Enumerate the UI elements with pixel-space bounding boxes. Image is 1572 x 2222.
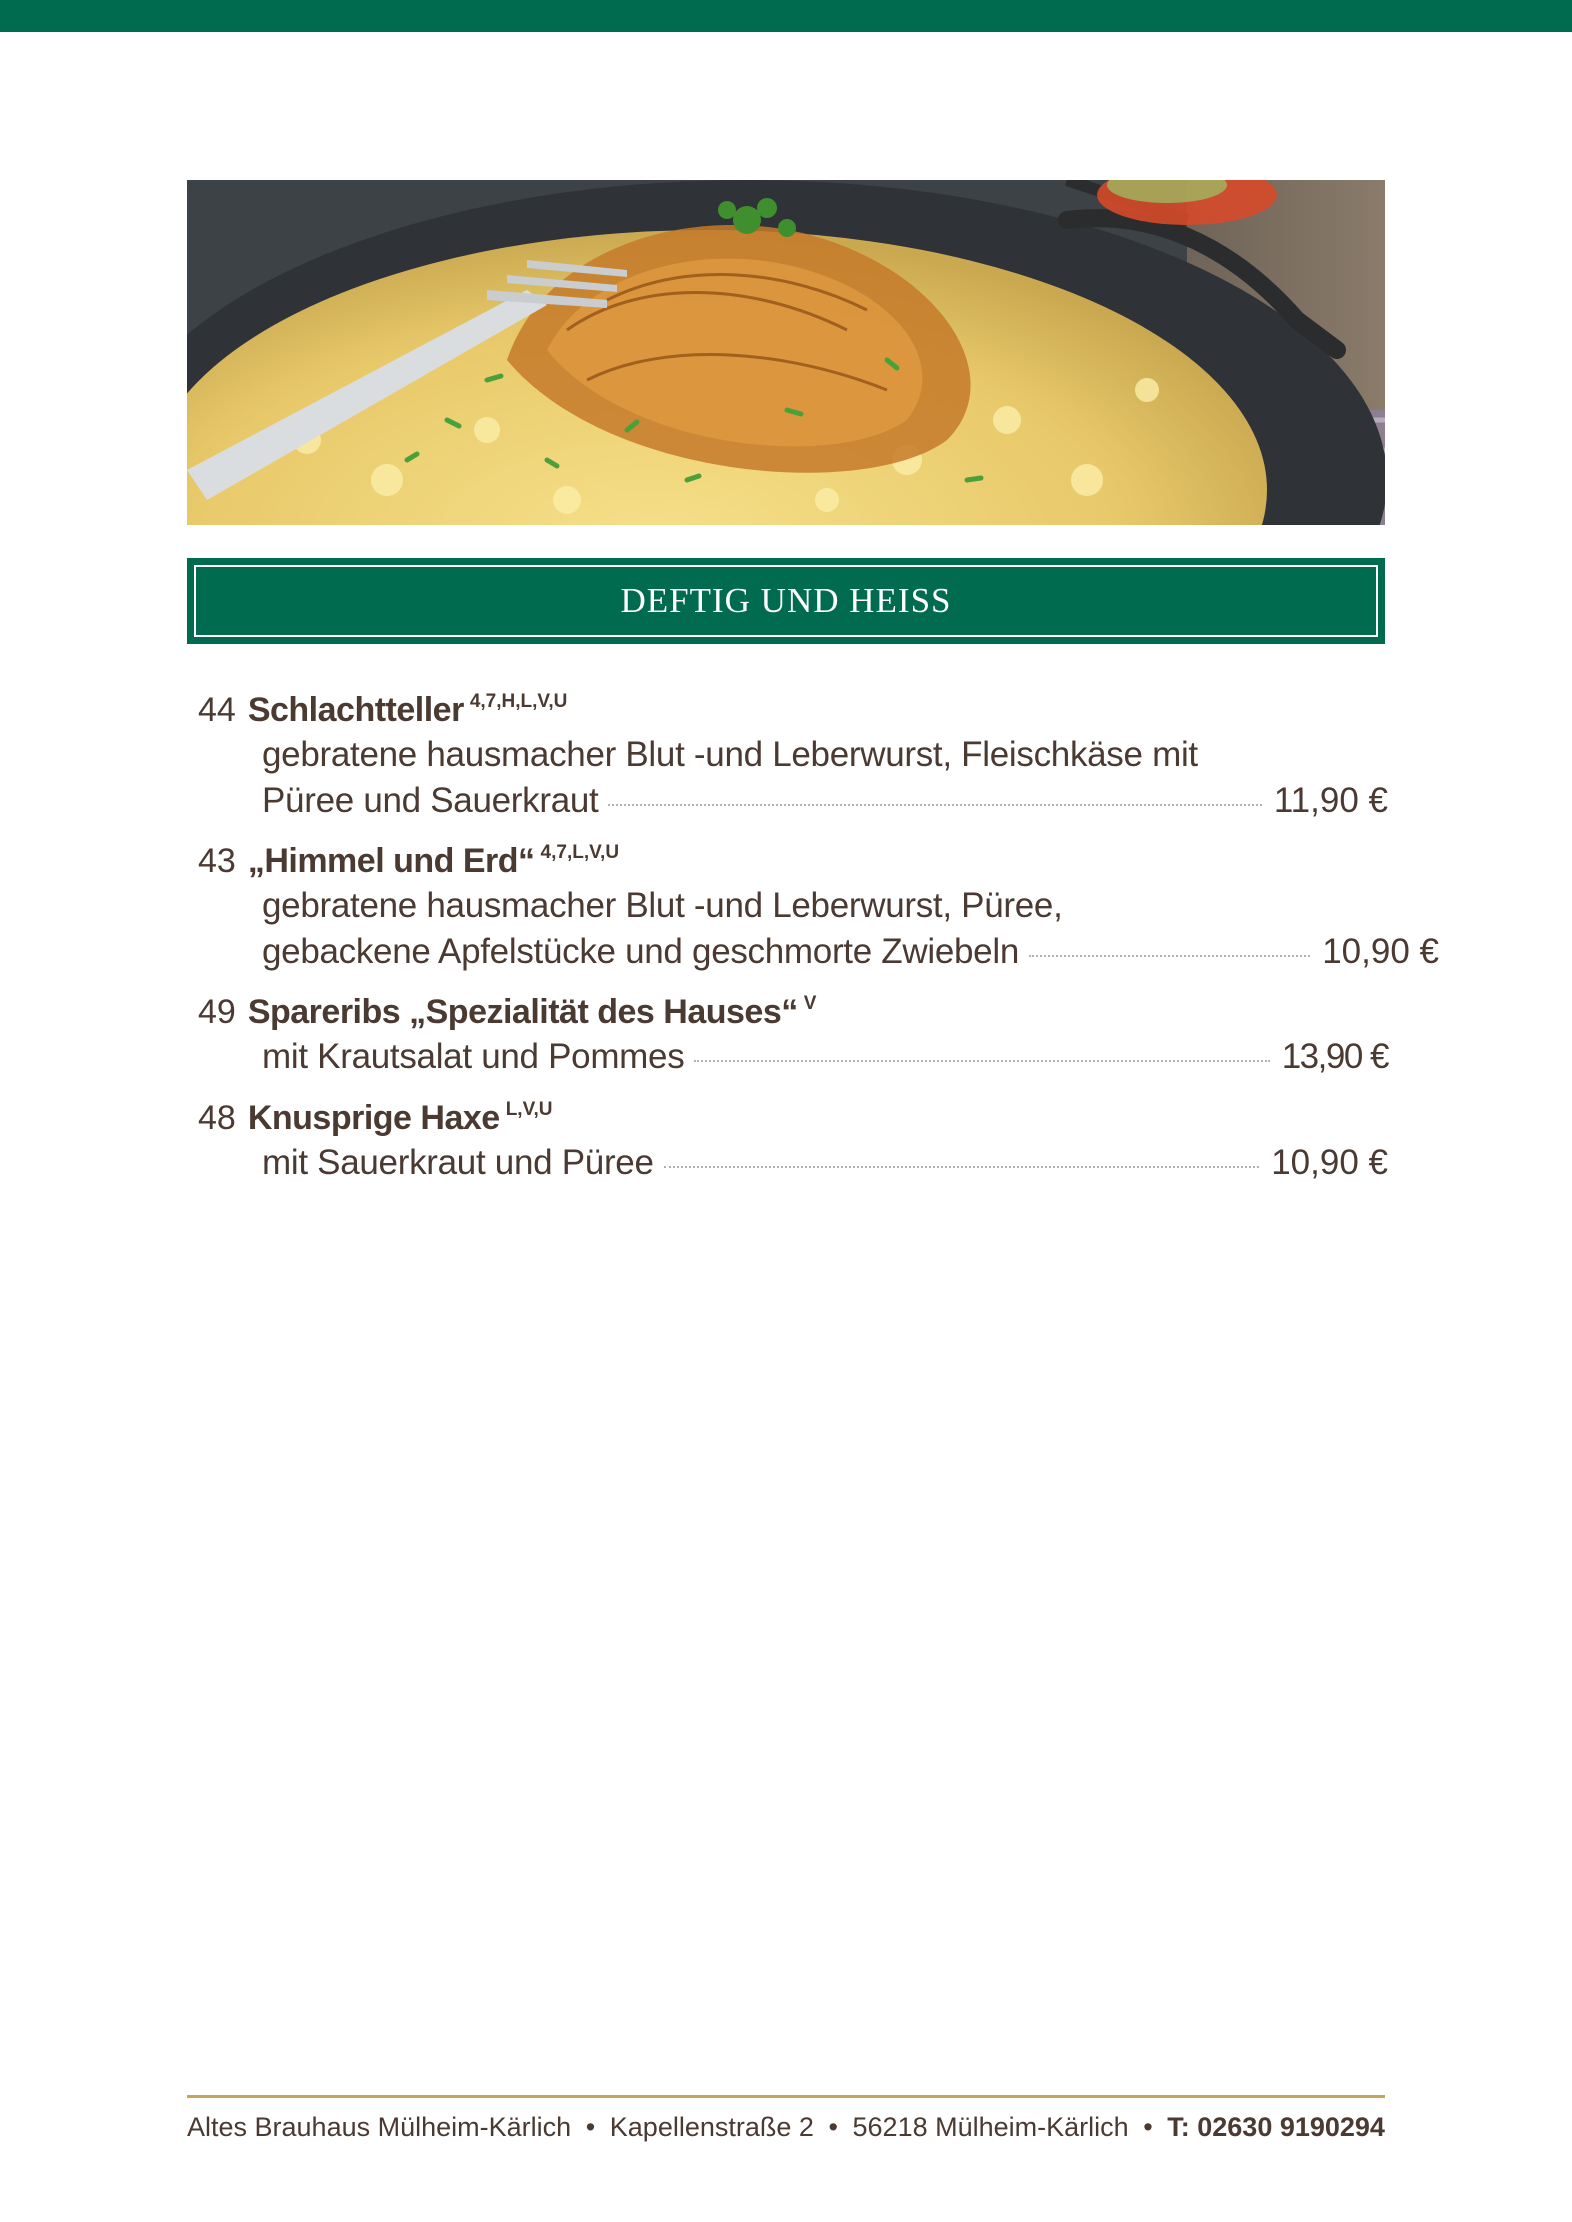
menu-item (198, 680, 1388, 824)
footer-phone: T: 02630 9190294 (1167, 2112, 1385, 2142)
item-price: 13,90 € (1281, 1037, 1388, 1076)
footer (187, 2112, 1385, 2143)
item-description-price-line (198, 929, 1439, 975)
item-number: 49 (198, 993, 236, 1031)
section-title: DEFTIG UND HEISS (620, 581, 952, 620)
footer-bullet: • (585, 2112, 596, 2142)
menu-item (198, 982, 1388, 1080)
item-name: Schlachtteller (247, 691, 464, 729)
top-bar (0, 0, 1572, 32)
item-description-price-line (198, 778, 1388, 824)
item-allergens: 4,7,H,L,V,U (469, 691, 568, 712)
item-name: „Himmel und Erd“ (247, 842, 535, 880)
item-allergens: L,V,U (505, 1099, 553, 1120)
item-name: Knusprige Haxe (247, 1099, 500, 1137)
item-number: 44 (198, 691, 236, 729)
footer-bullet: • (1143, 2112, 1153, 2142)
item-allergens: V (803, 993, 817, 1014)
item-description: gebratene hausmacher Blut -und Leberwurst, Püree, (262, 886, 1063, 925)
item-description: gebratene hausmacher Blut -und Leberwurst, Fleischkäse mit (262, 735, 1198, 774)
menu-item-heading (198, 680, 1388, 732)
item-description-end: gebackene Apfelstücke und geschmorte Zwiebeln (262, 932, 1019, 971)
item-description-end: mit Sauerkraut und Püree (262, 1143, 654, 1182)
item-description-end: Püree und Sauerkraut (262, 781, 599, 820)
item-allergens: 4,7,L,V,U (540, 842, 620, 863)
menu-item-heading (198, 982, 1388, 1034)
section-header (187, 558, 1385, 644)
item-price: 10,90 € (1322, 932, 1439, 971)
item-number: 43 (198, 842, 236, 880)
item-description-price-line (198, 1140, 1388, 1186)
dotted-leader (694, 1060, 1269, 1062)
dotted-leader (608, 804, 1261, 806)
dotted-leader (664, 1166, 1260, 1168)
dotted-leader (1029, 955, 1310, 957)
footer-restaurant-name: Altes Brauhaus Mülheim-Kärlich (187, 2112, 572, 2142)
menu-item (198, 1088, 1388, 1186)
menu-item (198, 831, 1439, 975)
item-price: 11,90 € (1273, 781, 1388, 820)
item-description-price-line (198, 1034, 1388, 1080)
item-number: 48 (198, 1099, 236, 1137)
section-header-frame (194, 565, 1378, 637)
footer-divider (187, 2095, 1385, 2098)
menu-item-heading (198, 831, 1388, 883)
food-photo (187, 180, 1385, 525)
footer-bullet: • (828, 2112, 838, 2142)
footer-city: 56218 Mülheim-Kärlich (852, 2112, 1129, 2142)
footer-street: Kapellenstraße 2 (609, 2112, 814, 2142)
menu-item-heading (198, 1088, 1388, 1140)
item-price: 10,90 € (1271, 1143, 1388, 1182)
item-name: Spareribs „Spezialität des Hauses“ (247, 993, 798, 1031)
item-description-end: mit Krautsalat und Pommes (262, 1037, 685, 1076)
